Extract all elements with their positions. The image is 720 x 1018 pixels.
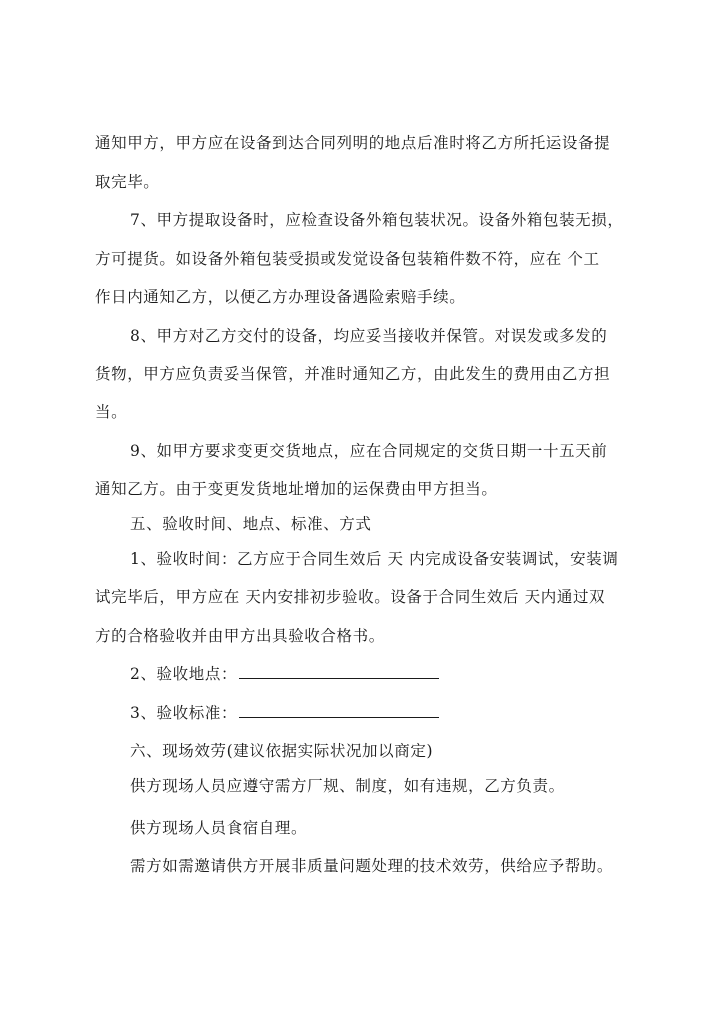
section-heading: 五、验收时间、地点、标准、方式 <box>130 515 372 533</box>
paragraph-line: 方的合格验收并由甲方出具验收合格书。 <box>95 627 385 645</box>
section-heading: 六、现场效劳(建议依据实际状况加以商定) <box>130 742 434 760</box>
inspection-location-label: 2、验收地点： <box>130 665 238 683</box>
paragraph-line: 需方如需邀请供方开展非质量问题处理的技术效劳，供给应予帮助。 <box>130 857 614 875</box>
inspection-standard-label: 3、验收标准： <box>130 704 238 722</box>
paragraph-line: 供方现场人员应遵守需方厂规、制度，如有违规，乙方负责。 <box>130 777 565 795</box>
paragraph-line: 当。 <box>95 403 128 421</box>
paragraph-line: 试完毕后，甲方应在 天内安排初步验收。设备于合同生效后 天内通过双 <box>95 588 606 606</box>
paragraph-line: 8、甲方对乙方交付的设备，均应妥当接收并保管。对误发或多发的 <box>130 327 608 345</box>
paragraph-line: 1、验收时间：乙方应于合同生效后 天 内完成设备安装调试，安装调 <box>130 550 619 568</box>
paragraph-line: 供方现场人员食宿自理。 <box>130 819 308 837</box>
paragraph-line: 货物，甲方应负责妥当保管，并准时通知乙方，由此发生的费用由乙方担 <box>95 365 611 383</box>
paragraph-line: 方可提货。如设备外箱包装受损或发觉设备包装箱件数不符，应在 个工 <box>95 250 600 268</box>
paragraph-line: 9、如甲方要求变更交货地点，应在合同规定的交货日期一十五天前 <box>130 442 608 460</box>
paragraph-line: 取完毕。 <box>95 173 160 191</box>
paragraph-line: 通知乙方。由于变更发货地址增加的运保费由甲方担当。 <box>95 480 498 498</box>
paragraph-line: 作日内通知乙方，以便乙方办理设备遇险索赔手续。 <box>95 288 466 306</box>
paragraph-line: 通知甲方，甲方应在设备到达合同列明的地点后准时将乙方所托运设备提 <box>95 134 611 152</box>
inspection-standard-blank <box>239 703 439 718</box>
paragraph-line: 7、甲方提取设备时，应检查设备外箱包装状况。设备外箱包装无损， <box>130 211 624 229</box>
inspection-location-blank <box>239 664 439 679</box>
inspection-location-line <box>130 664 439 684</box>
inspection-standard-line <box>130 703 439 723</box>
